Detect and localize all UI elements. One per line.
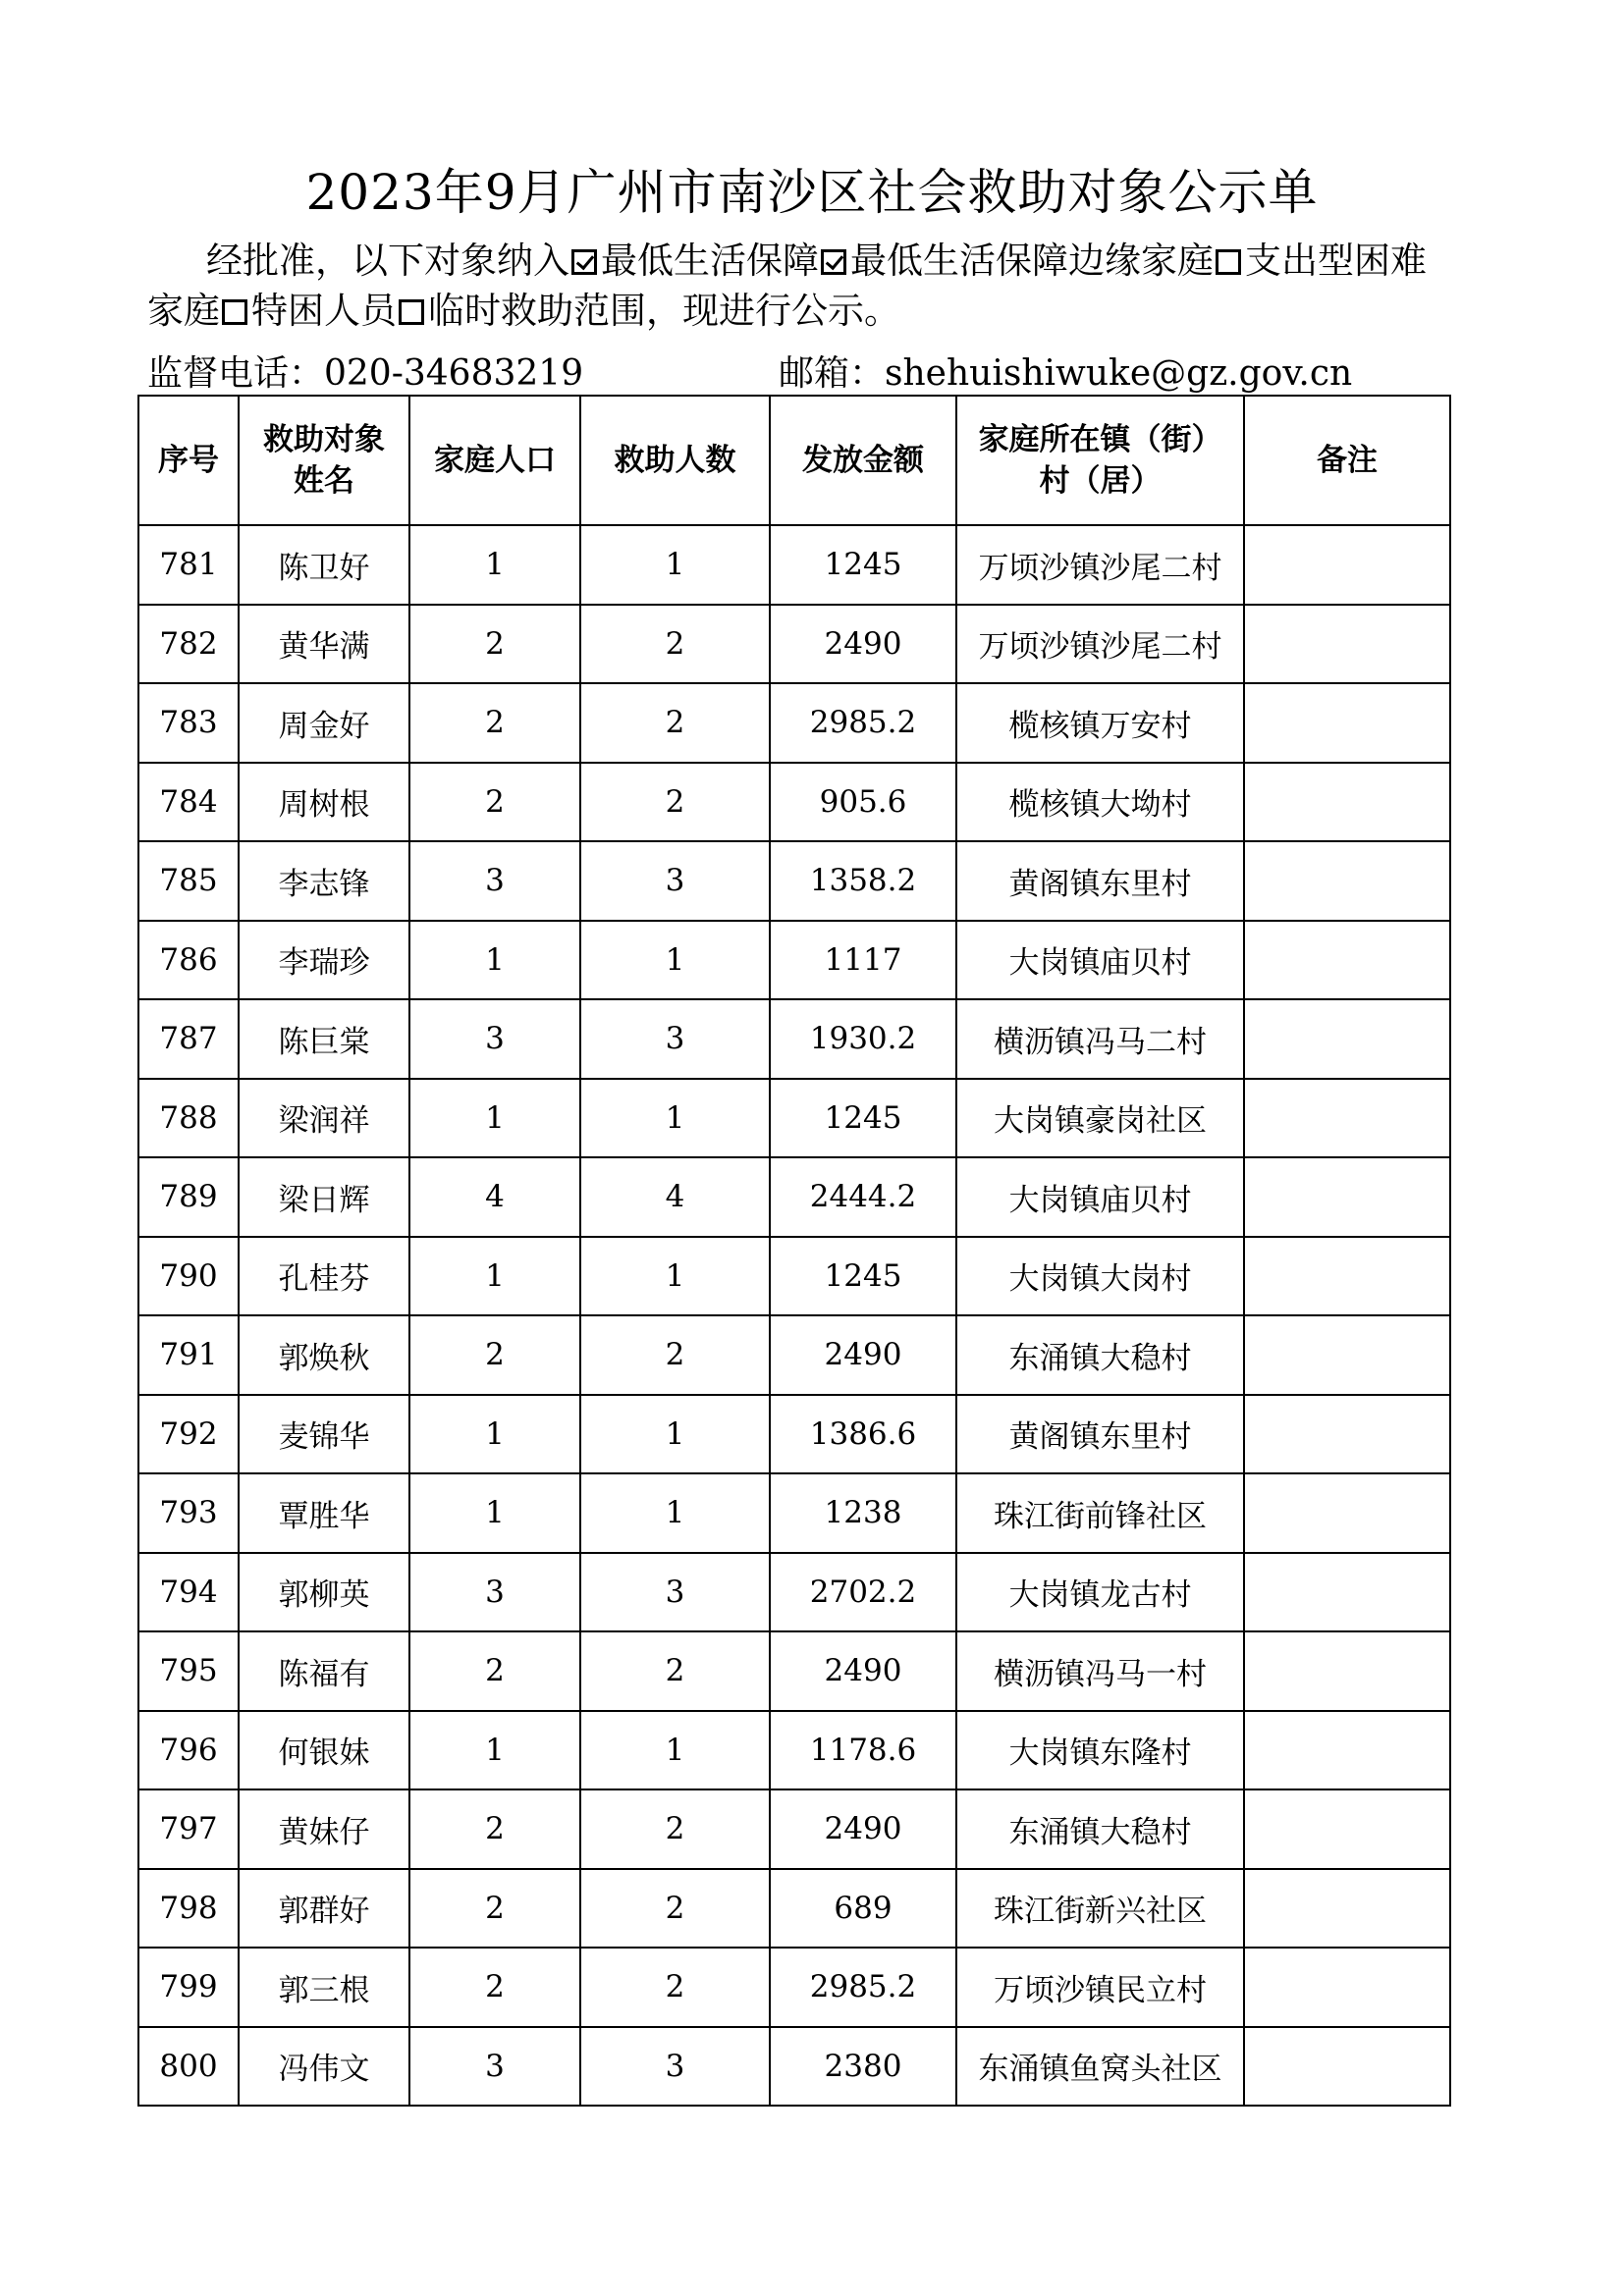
header-address xyxy=(956,396,1244,525)
intro-paragraph xyxy=(147,236,1443,336)
cell-household: 1 xyxy=(409,921,580,1000)
cell-household: 2 xyxy=(409,1789,580,1869)
cell-aided: 2 xyxy=(580,1789,770,1869)
cell-name: 冯伟文 xyxy=(239,2027,409,2107)
cell-address: 东涌镇大稳村 xyxy=(956,1315,1244,1395)
cell-household: 3 xyxy=(409,841,580,921)
cell-aided: 1 xyxy=(580,1237,770,1316)
cell-name: 陈巨棠 xyxy=(239,999,409,1079)
cell-amount: 1178.6 xyxy=(770,1711,956,1790)
cell-remark xyxy=(1244,1157,1450,1237)
cell-seq: 783 xyxy=(138,683,239,763)
intro-suffix: 范围，现进行公示。 xyxy=(573,290,900,332)
cell-name: 李志锋 xyxy=(239,841,409,921)
cell-name: 郭焕秋 xyxy=(239,1315,409,1395)
cell-remark xyxy=(1244,841,1450,921)
cell-household: 1 xyxy=(409,1395,580,1474)
cell-aided: 1 xyxy=(580,1079,770,1158)
cell-remark xyxy=(1244,763,1450,842)
cell-remark xyxy=(1244,2027,1450,2107)
cell-seq: 790 xyxy=(138,1237,239,1316)
header-name-line1: 救助对象 xyxy=(263,422,385,457)
cell-aided: 2 xyxy=(580,1315,770,1395)
aid-recipient-table xyxy=(137,395,1451,2107)
cell-address: 东涌镇鱼窝头社区 xyxy=(956,2027,1244,2107)
table-row xyxy=(138,1553,1450,1632)
cell-name: 陈卫好 xyxy=(239,525,409,605)
cell-amount: 1386.6 xyxy=(770,1395,956,1474)
cell-name: 黄华满 xyxy=(239,605,409,684)
category-label: 支出型困难家庭 xyxy=(147,240,1427,332)
table-row xyxy=(138,1948,1450,2027)
cell-household: 2 xyxy=(409,683,580,763)
header-name xyxy=(239,396,409,525)
cell-remark xyxy=(1244,1315,1450,1395)
category-label: 最低生活保障边缘家庭 xyxy=(850,240,1214,282)
checkbox-icon[interactable] xyxy=(399,299,424,325)
cell-address: 榄核镇万安村 xyxy=(956,683,1244,763)
cell-seq: 799 xyxy=(138,1948,239,2027)
cell-address: 榄核镇大坳村 xyxy=(956,763,1244,842)
cell-aided: 4 xyxy=(580,1157,770,1237)
cell-seq: 785 xyxy=(138,841,239,921)
cell-aided: 3 xyxy=(580,2027,770,2107)
cell-remark xyxy=(1244,1869,1450,1949)
cell-seq: 791 xyxy=(138,1315,239,1395)
cell-address: 万顷沙镇民立村 xyxy=(956,1948,1244,2027)
cell-remark xyxy=(1244,525,1450,605)
checkbox-icon[interactable] xyxy=(1216,249,1241,275)
table-row xyxy=(138,921,1450,1000)
cell-name: 覃胜华 xyxy=(239,1473,409,1553)
cell-address: 大岗镇豪岗社区 xyxy=(956,1079,1244,1158)
table-row xyxy=(138,841,1450,921)
cell-seq: 789 xyxy=(138,1157,239,1237)
cell-name: 郭柳英 xyxy=(239,1553,409,1632)
cell-name: 黄妹仔 xyxy=(239,1789,409,1869)
cell-seq: 795 xyxy=(138,1631,239,1711)
cell-household: 1 xyxy=(409,1237,580,1316)
cell-aided: 2 xyxy=(580,1869,770,1949)
cell-amount: 2985.2 xyxy=(770,683,956,763)
cell-household: 2 xyxy=(409,605,580,684)
category-label: 临时救助 xyxy=(428,290,573,332)
cell-address: 珠江街前锋社区 xyxy=(956,1473,1244,1553)
header-address-line1: 家庭所在镇（街） xyxy=(978,422,1222,457)
cell-remark xyxy=(1244,1395,1450,1474)
cell-aided: 1 xyxy=(580,525,770,605)
cell-remark xyxy=(1244,1473,1450,1553)
header-seq: 序号 xyxy=(138,396,239,525)
cell-name: 周金好 xyxy=(239,683,409,763)
supervision-phone: 监督电话：020-34683219 xyxy=(147,353,584,394)
cell-seq: 796 xyxy=(138,1711,239,1790)
table-row xyxy=(138,1869,1450,1949)
cell-amount: 2490 xyxy=(770,1315,956,1395)
cell-name: 郭群好 xyxy=(239,1869,409,1949)
header-name-line2: 姓名 xyxy=(294,463,354,499)
cell-seq: 786 xyxy=(138,921,239,1000)
cell-address: 黄阁镇东里村 xyxy=(956,841,1244,921)
header-address-line2: 村（居） xyxy=(1039,463,1162,499)
cell-amount: 2702.2 xyxy=(770,1553,956,1632)
cell-household: 1 xyxy=(409,1079,580,1158)
header-household: 家庭人口 xyxy=(409,396,580,525)
cell-aided: 3 xyxy=(580,999,770,1079)
cell-aided: 2 xyxy=(580,1948,770,2027)
cell-amount: 905.6 xyxy=(770,763,956,842)
cell-address: 万顷沙镇沙尾二村 xyxy=(956,525,1244,605)
cell-address: 大岗镇庙贝村 xyxy=(956,1157,1244,1237)
table-row xyxy=(138,2027,1450,2107)
table-row xyxy=(138,1315,1450,1395)
cell-name: 陈福有 xyxy=(239,1631,409,1711)
cell-address: 大岗镇龙古村 xyxy=(956,1553,1244,1632)
checkbox-icon[interactable] xyxy=(571,249,597,275)
table-row xyxy=(138,1711,1450,1790)
cell-name: 何银妹 xyxy=(239,1711,409,1790)
cell-seq: 798 xyxy=(138,1869,239,1949)
cell-household: 2 xyxy=(409,1631,580,1711)
cell-household: 3 xyxy=(409,1553,580,1632)
cell-amount: 2380 xyxy=(770,2027,956,2107)
cell-remark xyxy=(1244,1631,1450,1711)
cell-aided: 1 xyxy=(580,1473,770,1553)
page-title: 2023年9月广州市南沙区社会救助对象公示单 xyxy=(305,164,1319,221)
cell-amount: 2490 xyxy=(770,1631,956,1711)
cell-seq: 800 xyxy=(138,2027,239,2107)
cell-name: 孔桂芬 xyxy=(239,1237,409,1316)
table-row xyxy=(138,683,1450,763)
table-row xyxy=(138,525,1450,605)
cell-remark xyxy=(1244,1948,1450,2027)
cell-amount: 2985.2 xyxy=(770,1948,956,2027)
cell-remark xyxy=(1244,1711,1450,1790)
cell-household: 4 xyxy=(409,1157,580,1237)
category-label: 特困人员 xyxy=(251,290,397,332)
table-header-row xyxy=(138,396,1450,525)
cell-amount: 2490 xyxy=(770,1789,956,1869)
cell-household: 2 xyxy=(409,763,580,842)
cell-address: 大岗镇庙贝村 xyxy=(956,921,1244,1000)
cell-household: 2 xyxy=(409,1948,580,2027)
table-row xyxy=(138,999,1450,1079)
cell-household: 3 xyxy=(409,2027,580,2107)
cell-remark xyxy=(1244,1079,1450,1158)
cell-name: 梁润祥 xyxy=(239,1079,409,1158)
cell-seq: 784 xyxy=(138,763,239,842)
cell-name: 周树根 xyxy=(239,763,409,842)
cell-aided: 1 xyxy=(580,921,770,1000)
cell-remark xyxy=(1244,1553,1450,1632)
cell-seq: 793 xyxy=(138,1473,239,1553)
cell-aided: 3 xyxy=(580,841,770,921)
cell-aided: 3 xyxy=(580,1553,770,1632)
cell-address: 大岗镇大岗村 xyxy=(956,1237,1244,1316)
cell-remark xyxy=(1244,999,1450,1079)
table-row xyxy=(138,605,1450,684)
checkbox-icon[interactable] xyxy=(222,299,247,325)
cell-address: 横沥镇冯马一村 xyxy=(956,1631,1244,1711)
cell-seq: 794 xyxy=(138,1553,239,1632)
cell-address: 珠江街新兴社区 xyxy=(956,1869,1244,1949)
cell-household: 1 xyxy=(409,1711,580,1790)
table-row xyxy=(138,763,1450,842)
cell-household: 3 xyxy=(409,999,580,1079)
cell-amount: 1245 xyxy=(770,525,956,605)
cell-amount: 1238 xyxy=(770,1473,956,1553)
cell-seq: 782 xyxy=(138,605,239,684)
table-row xyxy=(138,1157,1450,1237)
cell-amount: 2490 xyxy=(770,605,956,684)
category-label: 最低生活保障 xyxy=(601,240,819,282)
header-aided: 救助人数 xyxy=(580,396,770,525)
cell-amount: 2444.2 xyxy=(770,1157,956,1237)
table-row xyxy=(138,1237,1450,1316)
cell-household: 1 xyxy=(409,1473,580,1553)
table-row xyxy=(138,1395,1450,1474)
contact-email: 邮箱：shehuishiwuke@gz.gov.cn xyxy=(779,353,1353,394)
cell-aided: 2 xyxy=(580,605,770,684)
cell-seq: 797 xyxy=(138,1789,239,1869)
intro-prefix: 经批准，以下对象纳入 xyxy=(206,240,569,282)
table-row xyxy=(138,1473,1450,1553)
cell-remark xyxy=(1244,605,1450,684)
cell-aided: 2 xyxy=(580,683,770,763)
cell-aided: 2 xyxy=(580,763,770,842)
table-row xyxy=(138,1631,1450,1711)
cell-amount: 1930.2 xyxy=(770,999,956,1079)
cell-remark xyxy=(1244,1237,1450,1316)
header-remark: 备注 xyxy=(1244,396,1450,525)
cell-remark xyxy=(1244,683,1450,763)
cell-household: 2 xyxy=(409,1869,580,1949)
cell-name: 梁日辉 xyxy=(239,1157,409,1237)
checkbox-icon[interactable] xyxy=(821,249,846,275)
cell-seq: 792 xyxy=(138,1395,239,1474)
cell-seq: 788 xyxy=(138,1079,239,1158)
cell-address: 黄阁镇东里村 xyxy=(956,1395,1244,1474)
cell-amount: 1358.2 xyxy=(770,841,956,921)
table-row xyxy=(138,1789,1450,1869)
cell-amount: 1117 xyxy=(770,921,956,1000)
cell-remark xyxy=(1244,1789,1450,1869)
cell-seq: 781 xyxy=(138,525,239,605)
cell-remark xyxy=(1244,921,1450,1000)
cell-name: 李瑞珍 xyxy=(239,921,409,1000)
cell-address: 横沥镇冯马二村 xyxy=(956,999,1244,1079)
cell-aided: 1 xyxy=(580,1711,770,1790)
cell-aided: 2 xyxy=(580,1631,770,1711)
cell-seq: 787 xyxy=(138,999,239,1079)
cell-name: 郭三根 xyxy=(239,1948,409,2027)
header-amount: 发放金额 xyxy=(770,396,956,525)
cell-name: 麦锦华 xyxy=(239,1395,409,1474)
table-row xyxy=(138,1079,1450,1158)
cell-address: 东涌镇大稳村 xyxy=(956,1789,1244,1869)
cell-amount: 1245 xyxy=(770,1237,956,1316)
cell-aided: 1 xyxy=(580,1395,770,1474)
cell-address: 万顷沙镇沙尾二村 xyxy=(956,605,1244,684)
cell-amount: 689 xyxy=(770,1869,956,1949)
cell-household: 2 xyxy=(409,1315,580,1395)
cell-household: 1 xyxy=(409,525,580,605)
cell-amount: 1245 xyxy=(770,1079,956,1158)
cell-address: 大岗镇东隆村 xyxy=(956,1711,1244,1790)
